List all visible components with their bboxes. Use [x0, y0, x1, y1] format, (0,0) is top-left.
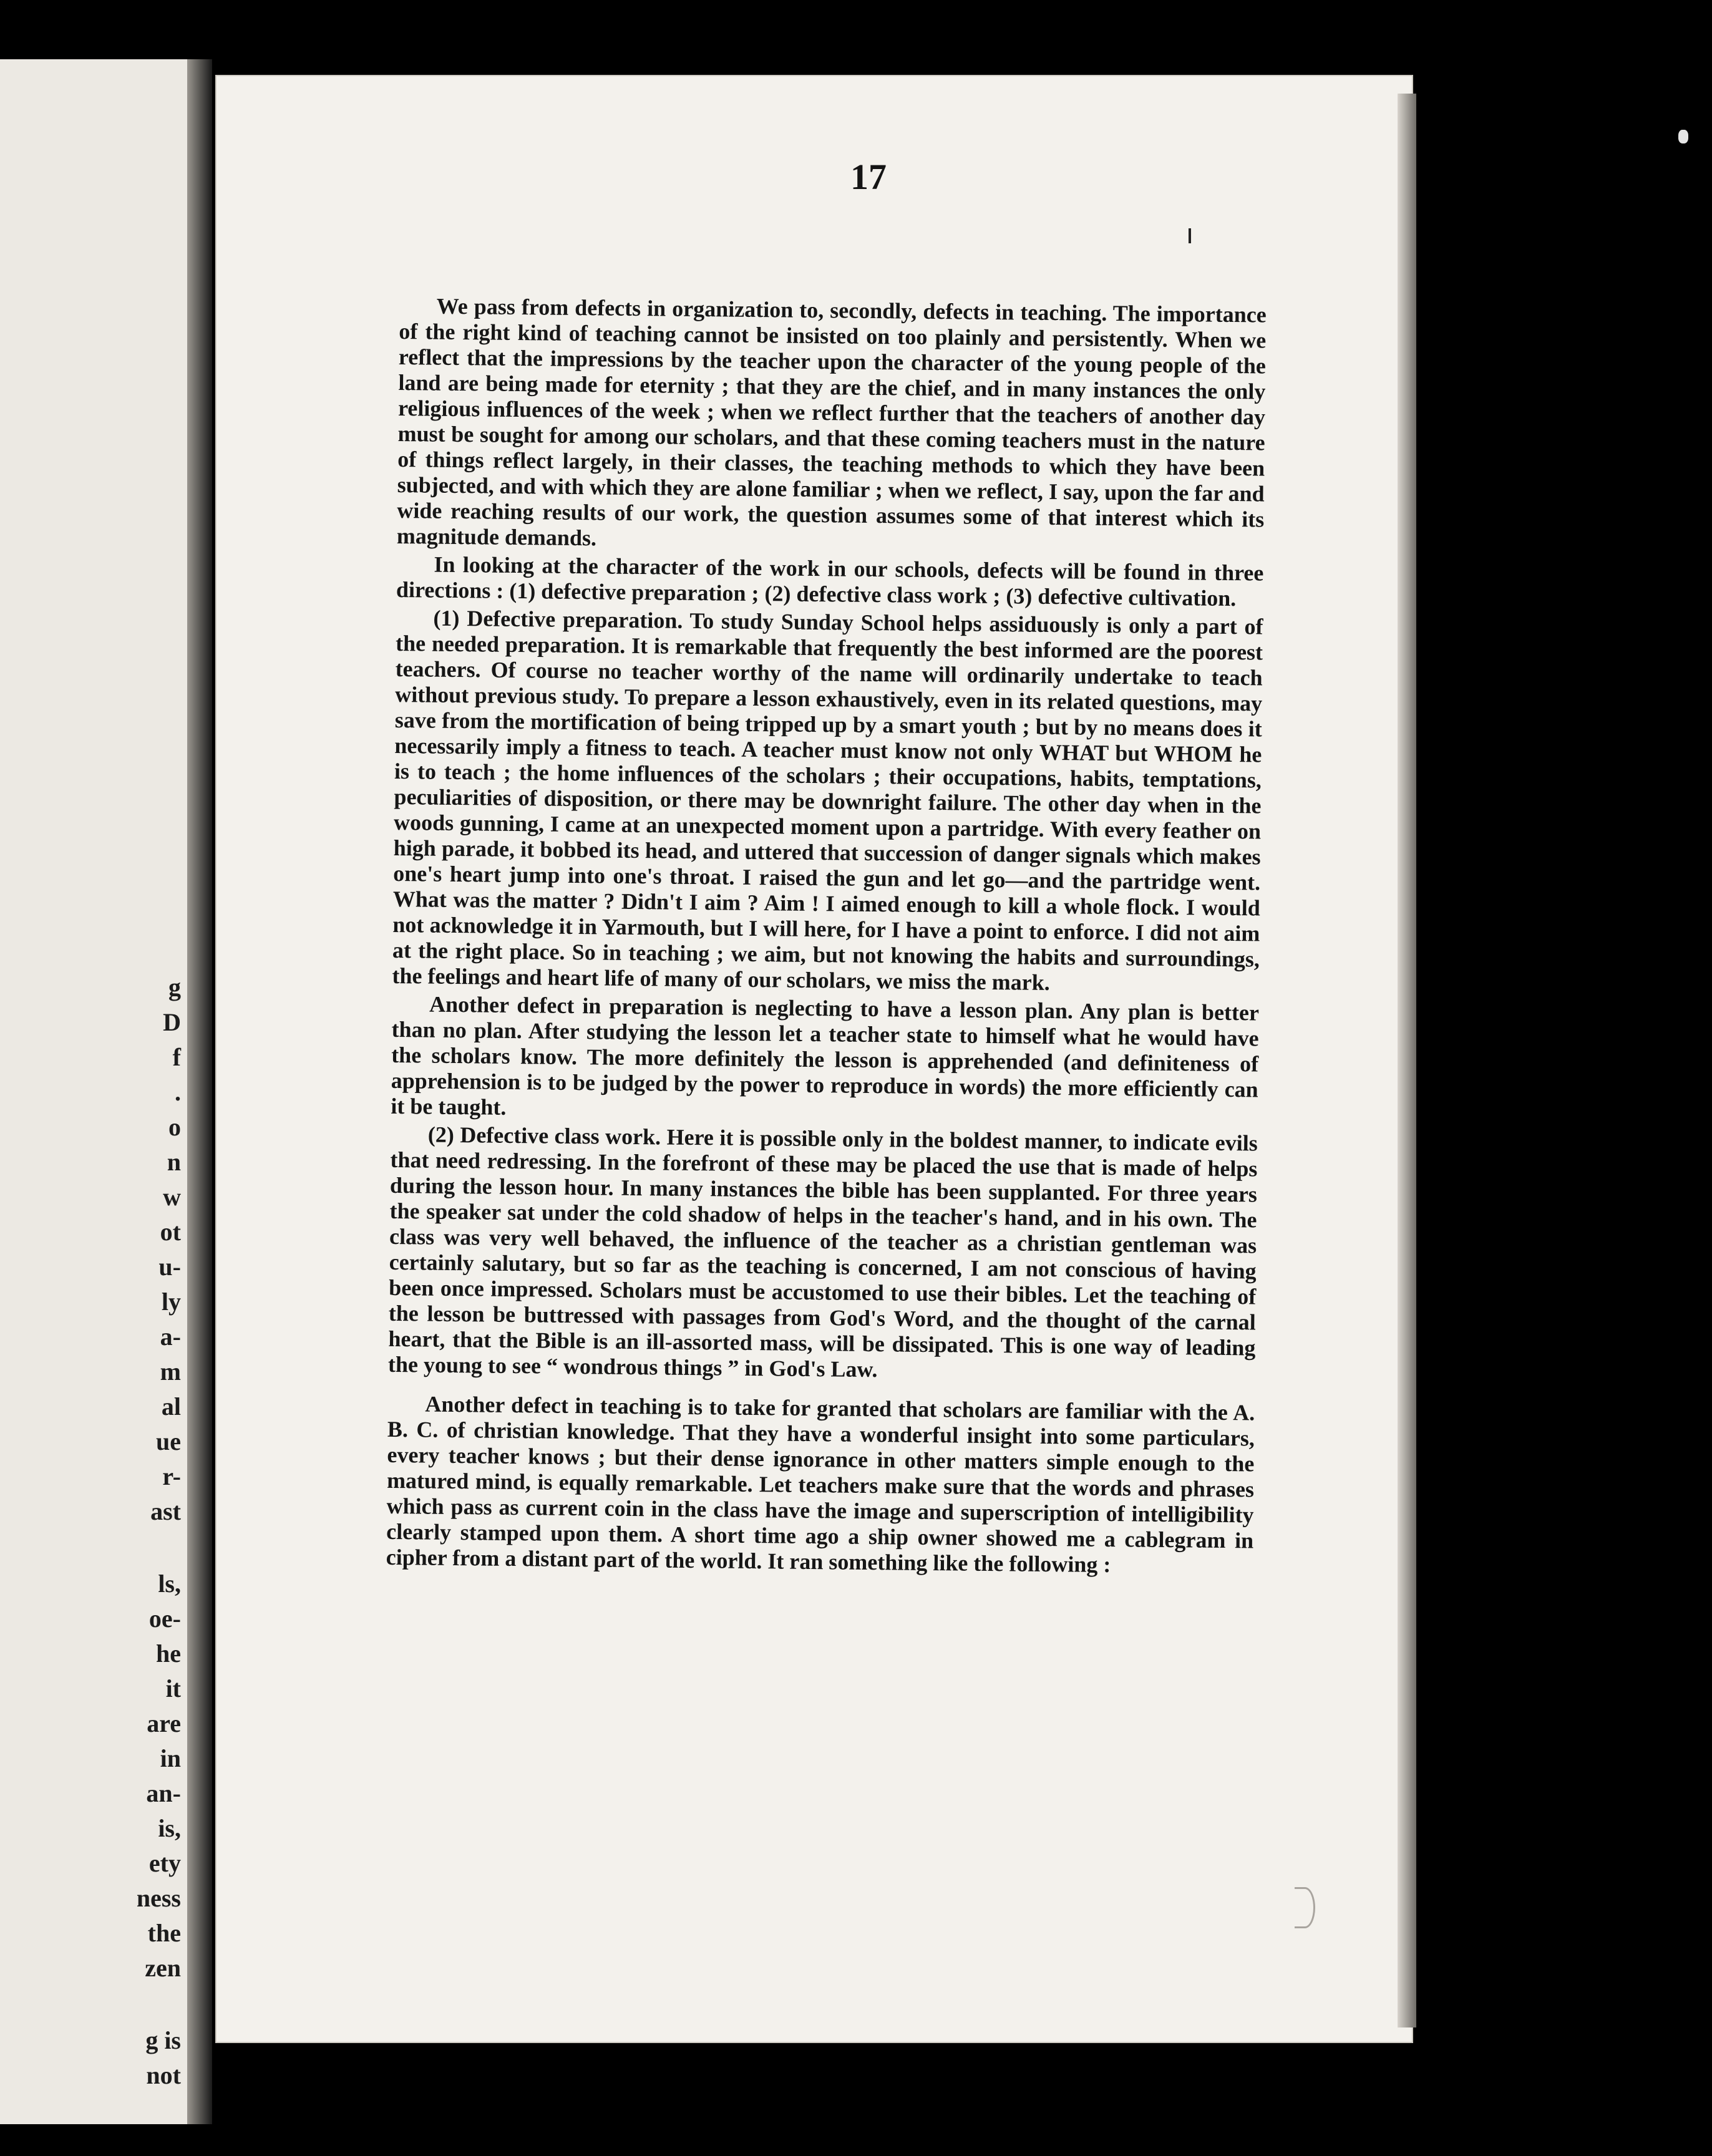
fragment-line: ls, — [158, 1570, 181, 1598]
fragment-line: ly — [161, 1288, 181, 1316]
fragment-line: not — [146, 2061, 181, 2089]
paragraph: (1) Defective preparation. To study Sunday School helps assiduously is only a part of the needed preparation. It is remarkable that frequently the best informed are the poorest teachers. Of course no teacher worthy of the name will ordinarily undertake to teach without previous study. To prepare a lesson exhaustively, even in its related questions, may save from the mortification of being tripped up by a smart youth ; but by no means does it necessarily imply a fitness to teach. A teacher must know not only WHAT but WHOM he is to teach ; the home influences of the scholars ; their occupations, habits, temptations, peculiarities of disposition, or there may be downright failure. The other day when in the woods gunning, I came at an unexpected moment upon a partridge. With every feather on high parade, it bobbed its head, and uttered that succession of danger signals which makes one's heart jump into one's throat. I raised the gun and let go—and the partridge went. What was the matter ? Didn't I aim ? Aim ! I aimed enough to kill a whole flock. I would not acknowledge it in Yarmouth, but I will here, for I have a point to enforce. I did not aim at the right place. So in teaching ; we aim, but not knowing the habits and surroundings, the feelings and heart life of many of our scholars, we miss the mark. — [392, 605, 1263, 995]
page-edge-shadow — [1398, 94, 1416, 2027]
fragment-gap — [25, 1986, 181, 2023]
fragment-line: m — [160, 1357, 181, 1386]
body-text — [386, 293, 1267, 1579]
fragment-line: . — [175, 1078, 181, 1106]
fragment-gap — [25, 1529, 181, 1566]
paragraph: (2) Defective class work. Here it is possible only in the boldest manner, to indicate evils that need redressing. In the forefront of these may be placed the use that is made of helps during the lesson hour. In many instances the bible has been supplanted. For three years the speaker sat under the cold shadow of helps in the teacher's hand, and in his own. The class was very well behaved, the influence of the teacher as a christian gentleman was certainly salutary, but so far as the teaching is concerned, I am not conscious of having been once impressed. Scholars must be accustomed to use their bibles. Let the teaching of the lesson be buttressed with passages from God's Word, and the thought of the carnal heart, that the Bible is an ill-assorted mass, will be dissipated. This is one way of leading the young to see “ wondrous things ” in God's Law. — [387, 1122, 1258, 1382]
margin-mark — [1189, 228, 1191, 243]
fragment-line: ast — [150, 1497, 181, 1525]
paragraph: We pass from defects in organization to, secondly, defects in teaching. The importance of the right kind of teaching cannot be insisted on too plainly and persistently. When we reflect that the impressions by the teacher upon the character of the young people of the land are being made for eternity ; that they are the chief, and in many instances the only religious influences of the week ; when we reflect further that the teachers of another day must be sought for among our scholars, and that these coming teachers must in the nature of things reflect largely, in their classes, the teaching methods to which they have been subjected, and with which they are alone familiar ; when we reflect, I say, upon the far and wide reaching results of our work, the question assumes some of that interest which its magnitude demands. — [396, 293, 1267, 551]
fragment-line: he — [156, 1639, 181, 1668]
scan-speck — [1678, 130, 1688, 143]
fragment-line: a- — [160, 1323, 181, 1351]
fragment-line: al — [161, 1392, 181, 1420]
fragment-line: g is — [145, 2026, 181, 2054]
fragment-line: in — [160, 1744, 181, 1772]
fragment-line: ety — [148, 1849, 181, 1877]
fragment-line: zen — [145, 1954, 181, 1982]
left-facing-page — [0, 59, 187, 2124]
fragment-line: n — [167, 1148, 181, 1176]
fragment-line: oe- — [148, 1605, 181, 1633]
fragment-line: D — [163, 1008, 181, 1036]
fragment-line: is, — [158, 1814, 181, 1842]
fragment-line: o — [168, 1113, 181, 1141]
fragment-line: f — [172, 1043, 181, 1071]
fragment-line: w — [163, 1183, 181, 1211]
fragment-line: ot — [160, 1218, 181, 1246]
paragraph: Another defect in teaching is to take for granted that scholars are familiar with the A. B. C. of christian knowledge. That they have a wonderful insight into some particulars, every teacher knows ; but their dense ignorance in other matters simple enough to the matured mind, is equally remarkable. Let teachers make sure that the words and phrases which pass as current coin in the class have the image and superscription of intelligibility clearly stamped upon them. A short time ago a ship owner showed me a cablegram in cipher from a distant part of the world. It ran something like the following : — [386, 1391, 1255, 1578]
left-page-fragments — [25, 970, 181, 2093]
paragraph: In looking at the character of the work in our schools, defects will be found in three directions : (1) defective preparation ; (2) defective class work ; (3) defective cultivation. — [396, 551, 1264, 611]
fragment-line: an- — [146, 1779, 181, 1807]
fragment-line: ness — [136, 1884, 181, 1912]
page-number: 17 — [850, 157, 887, 197]
fragment-line: are — [147, 1709, 181, 1737]
fragment-line: r- — [162, 1462, 181, 1490]
fragment-line: the — [147, 1919, 181, 1947]
fragment-line: it — [165, 1674, 181, 1702]
fragment-line: u- — [158, 1253, 181, 1281]
pencil-mark — [1295, 1887, 1315, 1928]
book-gutter — [187, 59, 212, 2124]
fragment-line: ue — [156, 1427, 181, 1455]
fragment-line: g — [168, 973, 181, 1001]
paragraph: Another defect in preparation is neglecting to have a lesson plan. Any plan is better than no plan. After studying the lesson let a teacher state to himself what he would have the scholars know. The more definitely the lesson is apprehended (and definiteness of apprehension is to be judged by the power to reproduce in words) the more efficiently can it be taught. — [391, 991, 1260, 1120]
